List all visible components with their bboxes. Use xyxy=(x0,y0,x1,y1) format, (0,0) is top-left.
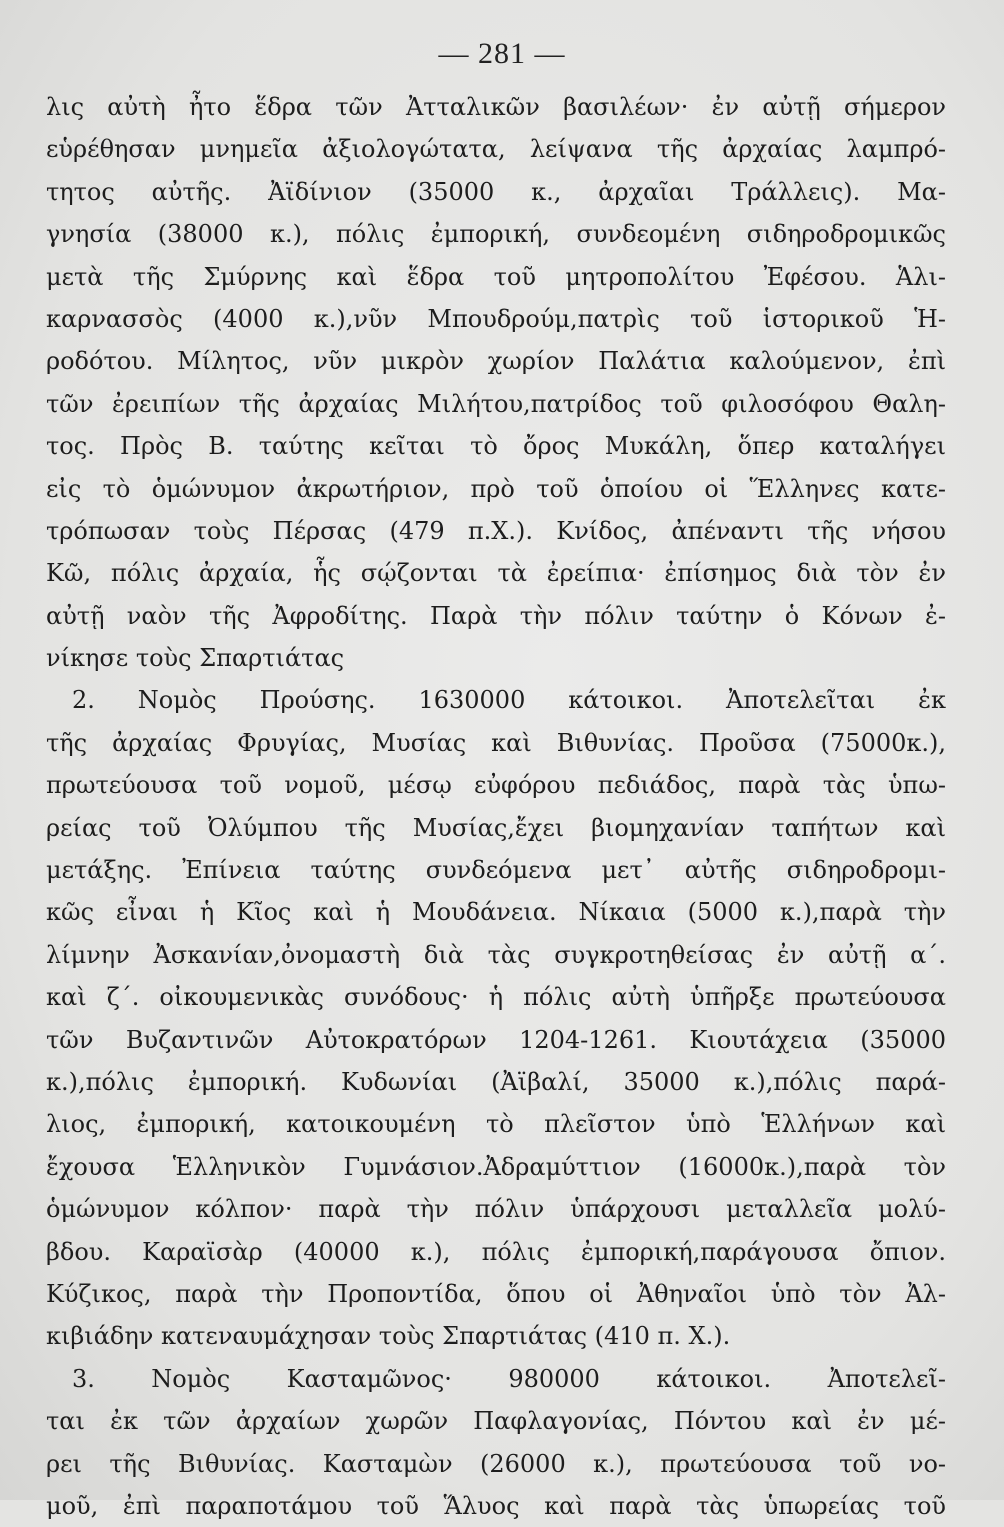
text-line: τρόπωσαν τοὺς Πέρσας (479 π.Χ.). Κνίδος, ἀπέναντι τῆς νήσου xyxy=(46,516,946,545)
text-line: τῆς ἀρχαίας Φρυγίας, Μυσίας καὶ Βιθυνίας. Προῦσα (75000κ.), xyxy=(46,728,946,757)
text-line: κιβιάδην κατεναυμάχησαν τοὺς Σπαρτιάτας (410 π. Χ.). xyxy=(46,1322,731,1351)
text-line: αὐτῇ ναὸν τῆς Ἀφροδίτης. Παρὰ τὴν πόλιν ταύτην ὁ Κόνων ἐ- xyxy=(46,601,946,630)
text-line: τητος αὐτῆς. Ἀϊδίνιον (35000 κ., ἀρχαῖαι Τράλλεις). Μα- xyxy=(46,177,946,206)
text-line: καρνασσὸς (4000 κ.),νῦν Μπουδρούμ,πατρὶς τοῦ ἱστορικοῦ Ἡ- xyxy=(46,304,946,333)
text-line: τῶν ἐρειπίων τῆς ἀρχαίας Μιλήτου,πατρίδος τοῦ φιλοσόφου Θαλη- xyxy=(46,389,946,418)
text-line: τος. Πρὸς Β. ταύτης κεῖται τὸ ὄρος Μυκάλη, ὅπερ καταλήγει xyxy=(46,432,946,461)
text-line: κῶς εἶναι ἡ Κῖος καὶ ἡ Μουδάνεια. Νίκαια (5000 κ.),παρὰ τὴν xyxy=(46,898,946,927)
text-line: κ.),πόλις ἐμπορική. Κυδωνίαι (Ἀϊβαλί, 35000 κ.),πόλις παρά- xyxy=(46,1067,946,1096)
text-line: νίκησε τοὺς Σπαρτιάτας xyxy=(46,644,345,673)
section-heading-line: 2. Νομὸς Προύσης. 1630000 κάτοικοι. Ἀποτελεῖται ἐκ xyxy=(72,686,946,715)
text-line: βδου. Καραϊσὰρ (40000 κ.), πόλις ἐμπορική,παράγουσα ὄπιον. xyxy=(46,1237,946,1266)
text-line: ροδότου. Μίλητος, νῦν μικρὸν χωρίον Παλάτια καλούμενον, ἐπὶ xyxy=(46,347,946,376)
text-line: Κῶ, πόλις ἀρχαία, ἧς σῴζονται τὰ ἐρείπια· ἐπίσημος διὰ τὸν ἐν xyxy=(46,559,946,588)
body-text xyxy=(46,86,946,1527)
text-line: ἔχουσα Ἑλληνικὸν Γυμνάσιον.Ἀδραμύττιον (16000κ.),παρὰ τὸν xyxy=(46,1152,946,1181)
text-line: τῶν Βυζαντινῶν Αὐτοκρατόρων 1204-1261. Κιουτάχεια (35000 xyxy=(46,1025,946,1054)
text-line: μετὰ τῆς Σμύρνης καὶ ἕδρα τοῦ μητροπολίτου Ἐφέσου. Ἁλι- xyxy=(46,262,946,291)
text-line: εὑρέθησαν μνημεῖα ἀξιολογώτατα, λείψανα τῆς ἀρχαίας λαμπρό- xyxy=(46,135,946,164)
text-line: Κύζικος, παρὰ τὴν Προποντίδα, ὅπου οἱ Ἀθηναῖοι ὑπὸ τὸν Ἀλ- xyxy=(46,1279,946,1308)
text-line: πρωτεύουσα τοῦ νομοῦ, μέσῳ εὐφόρου πεδιάδος, παρὰ τὰς ὑπω- xyxy=(46,771,946,800)
text-line: λίμνην Ἀσκανίαν,ὀνομαστὴ διὰ τὰς συγκροτηθείσας ἐν αὐτῇ α΄. xyxy=(46,940,946,969)
text-line: εἰς τὸ ὁμώνυμον ἀκρωτήριον, πρὸ τοῦ ὁποίου οἱ Ἕλληνες κατε- xyxy=(46,474,946,503)
text-line: ται ἐκ τῶν ἀρχαίων χωρῶν Παφλαγονίας, Πόντου καὶ ἐν μέ- xyxy=(46,1407,946,1436)
text-line: μοῦ, ἐπὶ παραποτάμου τοῦ Ἅλυος καὶ παρὰ τὰς ὑπωρείας τοῦ xyxy=(46,1491,946,1520)
text-line: μετάξης. Ἐπίνεια ταύτης συνδεόμενα μετ᾽ αὐτῆς σιδηροδρομι- xyxy=(46,856,946,885)
text-line: λιος, ἐμπορική, κατοικουμένη τὸ πλεῖστον ὑπὸ Ἑλλήνων καὶ xyxy=(46,1110,946,1139)
text-line: γνησία (38000 κ.), πόλις ἐμπορική, συνδεομένη σιδηροδρομικῶς xyxy=(46,220,946,249)
section-heading-line: 3. Νομὸς Κασταμῶνος· 980000 κάτοικοι. Ἀποτελεῖ- xyxy=(72,1364,946,1393)
text-line: ρείας τοῦ Ὀλύμπου τῆς Μυσίας,ἔχει βιομηχανίαν ταπήτων καὶ xyxy=(46,813,946,842)
page-number: — 281 — xyxy=(438,37,566,70)
text-line: ρει τῆς Βιθυνίας. Κασταμὼν (26000 κ.), πρωτεύουσα τοῦ νο- xyxy=(46,1449,946,1478)
text-line: λις αὐτὴ ἦτο ἕδρα τῶν Ἀτταλικῶν βασιλέων· ἐν αὐτῇ σήμερον xyxy=(46,93,946,121)
text-line: καὶ ζ΄. οἰκουμενικὰς συνόδους· ἡ πόλις αὐτὴ ὑπῆρξε πρωτεύουσα xyxy=(46,983,946,1012)
text-line: ὁμώνυμον κόλπον· παρὰ τὴν πόλιν ὑπάρχουσι μεταλλεῖα μολύ- xyxy=(46,1195,946,1224)
